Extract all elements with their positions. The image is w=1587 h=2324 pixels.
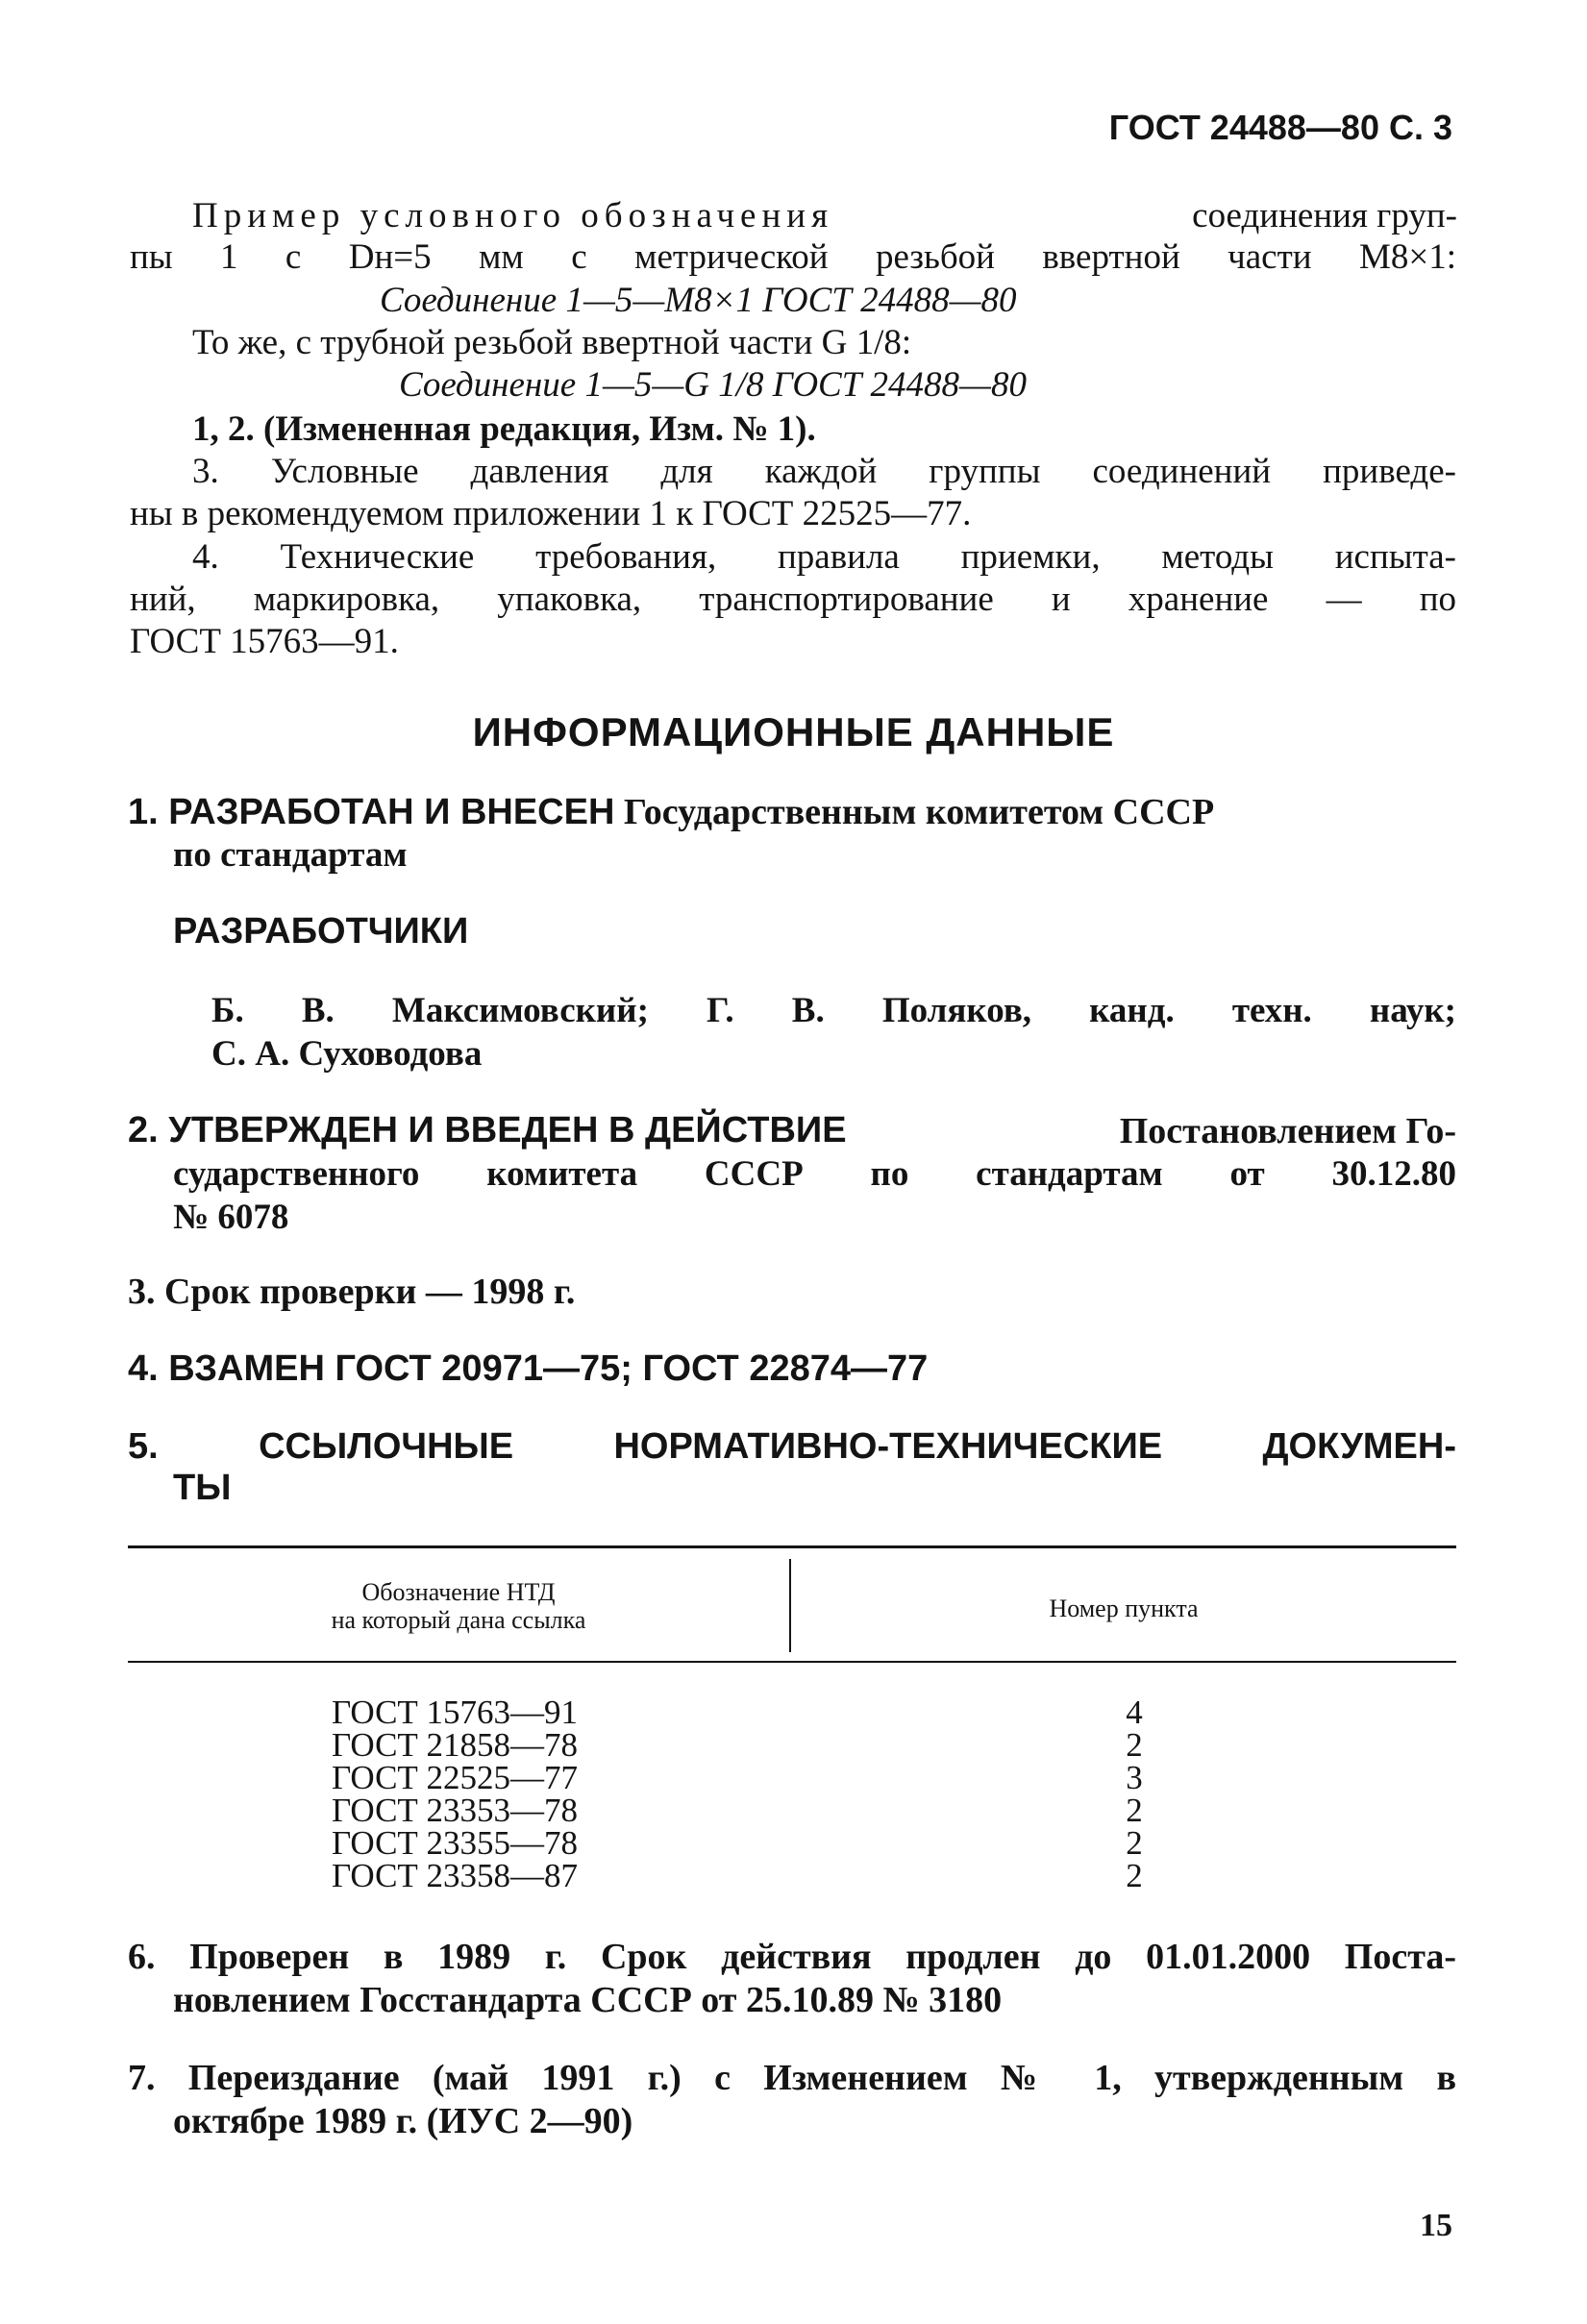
table-cell-doc: ГОСТ 23358—87 xyxy=(332,1857,579,1894)
developers-line-2: С. А. Суховодова xyxy=(211,1034,483,1074)
table-body xyxy=(332,1696,578,1892)
s2-line-2: сударственного комитета СССР по стандартам от 30.12.80 xyxy=(173,1154,1456,1194)
table-cell-doc: ГОСТ 15763—91 xyxy=(332,1694,579,1731)
item-3-line-1: 3. Условные давления для каждой группы соединений приведе- xyxy=(192,452,1456,491)
developers-line-1: Б. В. Максимовский; Г. В. Поляков, канд. техн. наук; xyxy=(211,991,1456,1030)
s1-line-2: по стандартам xyxy=(173,835,408,875)
table-cell-item: 2 xyxy=(1126,1824,1143,1862)
same-pipe-thread: То же, с трубной резьбой ввертной части G 1/8: xyxy=(192,323,912,362)
s4: 4. ВЗАМЕН ГОСТ 20971—75; ГОСТ 22874—77 xyxy=(128,1348,929,1389)
example-line-1-tail: соединения груп- xyxy=(1192,196,1457,235)
table-cell-doc: ГОСТ 23353—78 xyxy=(332,1792,579,1829)
table-row xyxy=(332,1824,579,1862)
table-cell-doc: ГОСТ 22525—77 xyxy=(332,1759,579,1796)
table-item-column xyxy=(1115,1696,1153,1892)
table-row xyxy=(332,1696,578,1729)
designation-1: Соединение 1—5—M8×1 ГОСТ 24488—80 xyxy=(380,281,1017,320)
page-number: 15 xyxy=(1420,2208,1452,2243)
item-4-line-1: 4. Технические требования, правила приемки, методы испыта- xyxy=(192,537,1456,577)
designation-2: Соединение 1—5—G 1/8 ГОСТ 24488—80 xyxy=(399,365,1027,405)
section-title: ИНФОРМАЦИОННЫЕ ДАННЫЕ xyxy=(472,709,1115,754)
s2-lead: 2. УТВЕРЖДЕН И ВВЕДЕН В ДЕЙСТВИЕ xyxy=(128,1110,847,1150)
example-line-1-lead: Пример условного обозначения xyxy=(192,196,834,235)
table-col1-header-line-1: Обозначение НТД xyxy=(361,1578,556,1606)
table-row xyxy=(332,1759,579,1796)
table-cell-item: 3 xyxy=(1126,1759,1143,1796)
item-3-line-2: ны в рекомендуемом приложении 1 к ГОСТ 22525—77. xyxy=(130,494,972,533)
s7-line-1: 7. Переиздание (май 1991 г.) с Изменением № 1, утвержденным в xyxy=(128,2058,1456,2098)
table-row xyxy=(332,1726,579,1764)
s7-line-2: октябре 1989 г. (ИУС 2—90) xyxy=(173,2101,633,2141)
table-cell-doc: ГОСТ 23355—78 xyxy=(332,1824,579,1862)
s6-line-2: новлением Госстандарта СССР от 25.10.89 № 3180 xyxy=(173,1980,1003,2020)
running-head: ГОСТ 24488—80 С. 3 xyxy=(1108,108,1452,147)
table-cell-item: 4 xyxy=(1126,1694,1143,1731)
table-cell-item: 2 xyxy=(1126,1792,1143,1829)
item-4-line-2: ний, маркировка, упаковка, транспортирование и хранение — по xyxy=(130,580,1456,619)
s3: 3. Срок проверки — 1998 г. xyxy=(128,1272,576,1312)
s2-tail: Постановлением Го- xyxy=(1119,1111,1456,1151)
developers-title: РАЗРАБОТЧИКИ xyxy=(173,911,469,952)
example-line-2: пы 1 с Dн=5 мм с метрической резьбой ввертной части M8×1: xyxy=(130,237,1456,277)
table-cell-doc: ГОСТ 21858—78 xyxy=(332,1726,579,1764)
s1-tail: Государственным комитетом СССР xyxy=(623,792,1215,832)
s2-line-3: № 6078 xyxy=(173,1198,289,1237)
table-row xyxy=(332,1794,578,1827)
table-top-rule xyxy=(128,1545,1456,1548)
table-row xyxy=(332,1857,579,1894)
table-header-rule xyxy=(128,1661,1456,1663)
table-cell-item: 2 xyxy=(1126,1857,1143,1894)
amended-note: 1, 2. (Измененная редакция, Изм. № 1). xyxy=(192,409,816,449)
table-cell-item: 2 xyxy=(1126,1726,1143,1764)
s6-line-1: 6. Проверен в 1989 г. Срок действия продлен до 01.01.2000 Поста- xyxy=(128,1937,1456,1977)
item-4-line-3: ГОСТ 15763—91. xyxy=(130,622,399,661)
s5-line-2: ТЫ xyxy=(173,1468,232,1508)
s1-lead: 1. РАЗРАБОТАН И ВНЕСЕН xyxy=(128,792,615,832)
table-col2-header: Номер пункта xyxy=(1049,1595,1199,1622)
table-col1-header-line-2: на который дана ссылка xyxy=(331,1606,586,1634)
s5-line-1: 5. ССЫЛОЧНЫЕ НОРМАТИВНО-ТЕХНИЧЕСКИЕ ДОКУМЕН- xyxy=(128,1426,1456,1467)
